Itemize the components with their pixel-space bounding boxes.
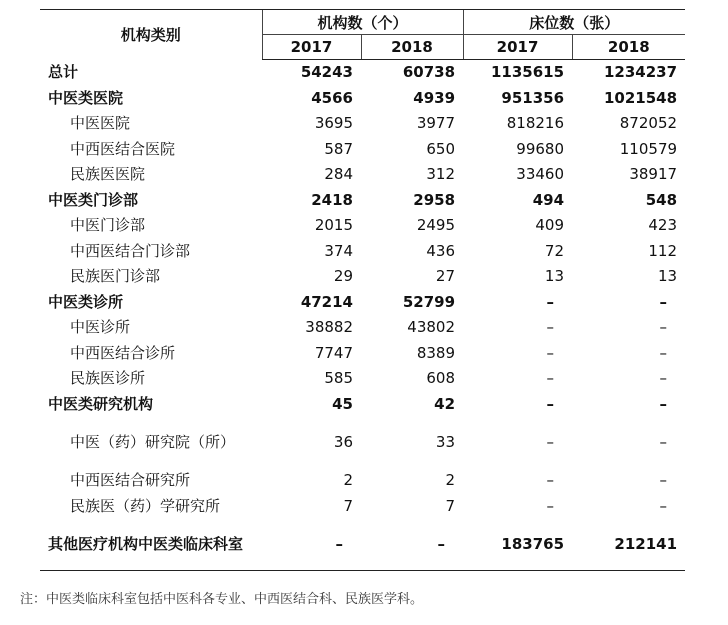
- table-row: [40, 213, 685, 239]
- table-row: [40, 494, 685, 520]
- cell-value: 3695: [314, 114, 353, 132]
- cell-value: 52799: [402, 292, 456, 311]
- row-label: 民族医（药）学研究所: [70, 496, 221, 515]
- cell-value: 110579: [619, 139, 678, 158]
- cell-value: 36: [333, 433, 353, 451]
- row-label: 中医类医院: [48, 88, 124, 107]
- cell-value: –: [546, 471, 555, 489]
- row-label: 中医类诊所: [48, 292, 124, 311]
- cell-value: 1234237: [603, 63, 678, 81]
- header-category: 机构类别: [40, 10, 262, 60]
- header-year: 2018: [572, 35, 685, 60]
- table-row: [40, 137, 685, 163]
- table-row: [40, 417, 685, 468]
- table-row: [40, 264, 685, 290]
- row-label: 民族医诊所: [70, 369, 146, 387]
- cell-value: –: [659, 369, 668, 387]
- cell-value: 2: [343, 471, 353, 489]
- cell-value: 548: [645, 190, 678, 209]
- cell-value: 72: [544, 241, 565, 260]
- cell-value: –: [659, 433, 668, 451]
- cell-value: 409: [535, 216, 565, 234]
- row-label: 中医诊所: [70, 318, 131, 336]
- table-row-group: [40, 290, 685, 316]
- cell-value: 29: [333, 267, 353, 285]
- row-label: 其他医疗机构中医类临床科室: [40, 519, 262, 571]
- cell-value: –: [546, 433, 555, 451]
- table-row: [40, 341, 685, 367]
- header-year: 2017: [262, 35, 361, 60]
- cell-value: 43802: [407, 318, 456, 336]
- cell-value: 8389: [416, 343, 456, 362]
- cell-value: 27: [435, 267, 456, 285]
- row-label: 中西医结合诊所: [70, 343, 176, 362]
- table-footnote: 注：中医类临床科室包括中医科各专业、中西医结合科、民族医学科。: [20, 592, 424, 607]
- row-label: 中医医院: [70, 114, 131, 132]
- cell-value: 2495: [416, 216, 456, 234]
- cell-value: 3977: [416, 114, 456, 132]
- cell-value: 38917: [629, 165, 678, 183]
- cell-value: –: [659, 471, 668, 489]
- row-label: 中医类研究机构: [48, 394, 154, 413]
- cell-value: 47214: [300, 292, 353, 311]
- cell-value: 4939: [413, 88, 456, 107]
- cell-value: 33460: [516, 165, 565, 183]
- cell-value: 1135615: [490, 63, 565, 81]
- table-row: [40, 162, 685, 188]
- header-year: 2017: [463, 35, 572, 60]
- cell-value: 7747: [314, 343, 353, 362]
- cell-value: 284: [324, 165, 353, 183]
- row-label: 民族医医院: [70, 165, 146, 183]
- cell-value: 38882: [305, 318, 353, 336]
- cell-value: –: [546, 318, 555, 336]
- header-institutions: 机构数（个）: [262, 10, 463, 35]
- cell-value: –: [546, 394, 555, 413]
- table-row-group: [40, 188, 685, 214]
- row-label: 中西医结合门诊部: [70, 241, 191, 260]
- table-row-total: [40, 60, 685, 86]
- table-row-group: [40, 519, 685, 571]
- cell-value: 99680: [516, 139, 565, 158]
- table-row: [40, 468, 685, 494]
- cell-value: –: [546, 292, 555, 311]
- cell-value: –: [659, 496, 668, 515]
- cell-value: 587: [324, 139, 353, 158]
- statistics-table: [40, 9, 685, 571]
- cell-value: –: [546, 496, 555, 515]
- cell-value: –: [546, 343, 555, 362]
- table-row: [40, 239, 685, 265]
- cell-value: –: [361, 519, 463, 571]
- cell-value: 494: [532, 190, 565, 209]
- table-row: [40, 366, 685, 392]
- cell-value: 2418: [311, 190, 353, 209]
- cell-value: 2958: [413, 190, 456, 209]
- header-beds: 床位数（张）: [463, 10, 685, 35]
- table-row-group: [40, 392, 685, 418]
- row-label: 中医（药）研究院（所）: [70, 432, 236, 451]
- cell-value: 374: [324, 241, 353, 260]
- cell-value: 4566: [311, 88, 353, 107]
- cell-value: 45: [332, 394, 353, 413]
- cell-value: –: [659, 318, 668, 336]
- cell-value: 42: [434, 394, 456, 413]
- cell-value: 423: [648, 216, 678, 234]
- cell-value: 2: [445, 471, 456, 489]
- table-row: [40, 315, 685, 341]
- cell-value: 183765: [463, 519, 572, 571]
- cell-value: 818216: [506, 114, 565, 132]
- table-row: [40, 111, 685, 137]
- cell-value: 212141: [572, 519, 685, 571]
- cell-value: 1021548: [603, 88, 678, 107]
- row-label: 中医类门诊部: [48, 190, 139, 209]
- cell-value: –: [659, 394, 668, 413]
- row-label: 中医门诊部: [70, 216, 146, 234]
- cell-value: 650: [426, 139, 456, 158]
- row-label: 中西医结合医院: [70, 139, 176, 158]
- cell-value: 7: [445, 496, 456, 515]
- cell-value: 7: [343, 496, 353, 515]
- cell-value: 60738: [402, 63, 456, 81]
- row-label: 总计: [48, 62, 79, 81]
- cell-value: –: [262, 519, 361, 571]
- cell-value: 872052: [619, 114, 678, 132]
- cell-value: 312: [426, 165, 456, 183]
- cell-value: 608: [426, 369, 456, 387]
- cell-value: 13: [544, 267, 565, 285]
- cell-value: –: [659, 292, 668, 311]
- cell-value: 951356: [501, 88, 565, 107]
- row-label: 中西医结合研究所: [70, 471, 191, 489]
- cell-value: –: [659, 343, 668, 362]
- header-year: 2018: [361, 35, 463, 60]
- cell-value: –: [546, 369, 555, 387]
- cell-value: 585: [324, 369, 353, 387]
- row-label: 民族医门诊部: [70, 267, 161, 285]
- cell-value: 112: [648, 241, 678, 260]
- cell-value: 54243: [300, 63, 353, 81]
- cell-value: 2015: [314, 216, 353, 234]
- cell-value: 33: [435, 433, 456, 451]
- cell-value: 13: [657, 267, 678, 285]
- cell-value: 436: [426, 241, 456, 260]
- table-row-group: [40, 86, 685, 112]
